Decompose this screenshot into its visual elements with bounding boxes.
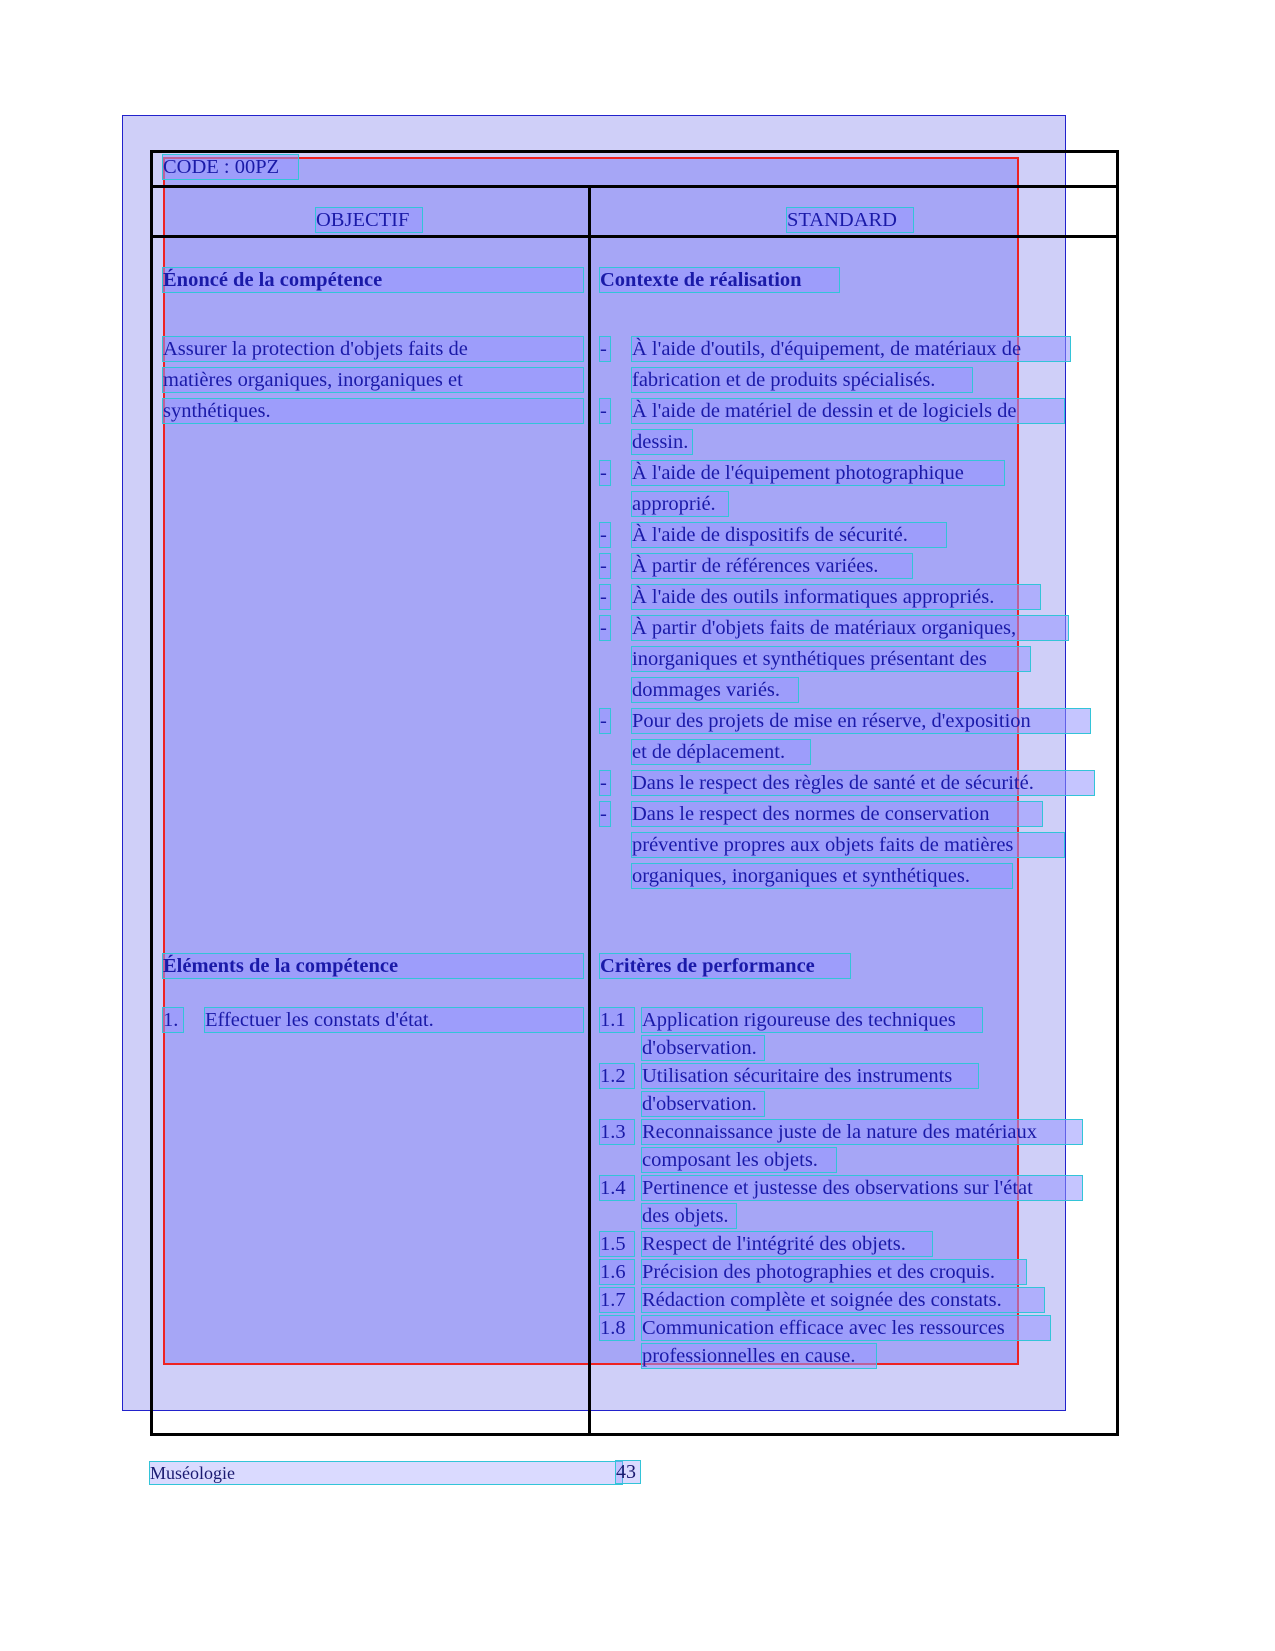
bullet-dash: -: [600, 709, 610, 733]
critere-text: Rédaction complète et soignée des constats.: [642, 1288, 1044, 1312]
contexte-line: Dans le respect des normes de conservation: [632, 802, 1042, 826]
contexte-line: organiques, inorganiques et synthétiques.: [632, 864, 1012, 888]
contexte-line: approprié.: [632, 492, 728, 516]
critere-number: 1.6: [600, 1260, 634, 1284]
contexte-line: et de déplacement.: [632, 740, 810, 764]
critere-text: Pertinence et justesse des observations sur l'état: [642, 1176, 1082, 1200]
bullet-dash: -: [600, 771, 610, 795]
bullet-dash: -: [600, 399, 610, 423]
criteres-heading: Critères de performance: [600, 954, 850, 978]
contexte-line: À l'aide de dispositifs de sécurité.: [632, 523, 946, 547]
bullet-dash: -: [600, 585, 610, 609]
element-text: Effectuer les constats d'état.: [205, 1008, 583, 1032]
enonce-line: Assurer la protection d'objets faits de: [163, 337, 583, 361]
critere-text: d'observation.: [642, 1092, 764, 1116]
bullet-dash: -: [600, 523, 610, 547]
contexte-line: À partir de références variées.: [632, 554, 912, 578]
critere-text: Précision des photographies et des croquis.: [642, 1260, 1026, 1284]
contexte-line: À l'aide d'outils, d'équipement, de matériaux de: [632, 337, 1070, 361]
critere-number: 1.2: [600, 1064, 634, 1088]
page-number: 43: [616, 1461, 640, 1483]
contexte-line: Pour des projets de mise en réserve, d'exposition: [632, 709, 1090, 733]
critere-text: des objets.: [642, 1204, 736, 1228]
contexte-line: À l'aide de matériel de dessin et de logiciels de: [632, 399, 1064, 423]
bullet-dash: -: [600, 802, 610, 826]
element-number: 1.: [163, 1008, 183, 1032]
enonce-line: matières organiques, inorganiques et: [163, 368, 583, 392]
table-rule: [153, 185, 1116, 188]
contexte-line: À l'aide des outils informatiques appropriés.: [632, 585, 1040, 609]
enonce-line: synthétiques.: [163, 399, 583, 423]
contexte-line: dessin.: [632, 430, 692, 454]
critere-text: Utilisation sécuritaire des instruments: [642, 1064, 978, 1088]
bullet-dash: -: [600, 337, 610, 361]
table-rule: [153, 235, 1116, 238]
contexte-line: fabrication et de produits spécialisés.: [632, 368, 972, 392]
column-divider: [588, 188, 591, 1433]
standard-header: STANDARD: [787, 208, 913, 232]
critere-text: professionnelles en cause.: [642, 1344, 876, 1368]
critere-text: Application rigoureuse des techniques: [642, 1008, 982, 1032]
critere-text: Reconnaissance juste de la nature des matériaux: [642, 1120, 1082, 1144]
critere-text: Respect de l'intégrité des objets.: [642, 1232, 932, 1256]
contexte-heading: Contexte de réalisation: [600, 268, 839, 292]
contexte-line: préventive propres aux objets faits de matières: [632, 833, 1064, 857]
code-line: CODE : 00PZ: [163, 155, 298, 179]
critere-number: 1.7: [600, 1288, 634, 1312]
objectif-header: OBJECTIF: [316, 208, 422, 232]
elements-heading: Éléments de la compétence: [163, 954, 583, 978]
footer-title: Muséologie: [150, 1462, 622, 1484]
critere-text: Communication efficace avec les ressources: [642, 1316, 1050, 1340]
enonce-heading: Énoncé de la compétence: [163, 268, 583, 292]
critere-number: 1.4: [600, 1176, 634, 1200]
bullet-dash: -: [600, 616, 610, 640]
critere-number: 1.3: [600, 1120, 634, 1144]
critere-number: 1.5: [600, 1232, 634, 1256]
contexte-line: À partir d'objets faits de matériaux organiques,: [632, 616, 1068, 640]
critere-text: d'observation.: [642, 1036, 764, 1060]
critere-text: composant les objets.: [642, 1148, 836, 1172]
critere-number: 1.1: [600, 1008, 634, 1032]
contexte-line: dommages variés.: [632, 678, 798, 702]
contexte-line: Dans le respect des règles de santé et de sécurité.: [632, 771, 1094, 795]
bullet-dash: -: [600, 461, 610, 485]
contexte-line: À l'aide de l'équipement photographique: [632, 461, 1004, 485]
bullet-dash: -: [600, 554, 610, 578]
critere-number: 1.8: [600, 1316, 634, 1340]
contexte-line: inorganiques et synthétiques présentant des: [632, 647, 1030, 671]
